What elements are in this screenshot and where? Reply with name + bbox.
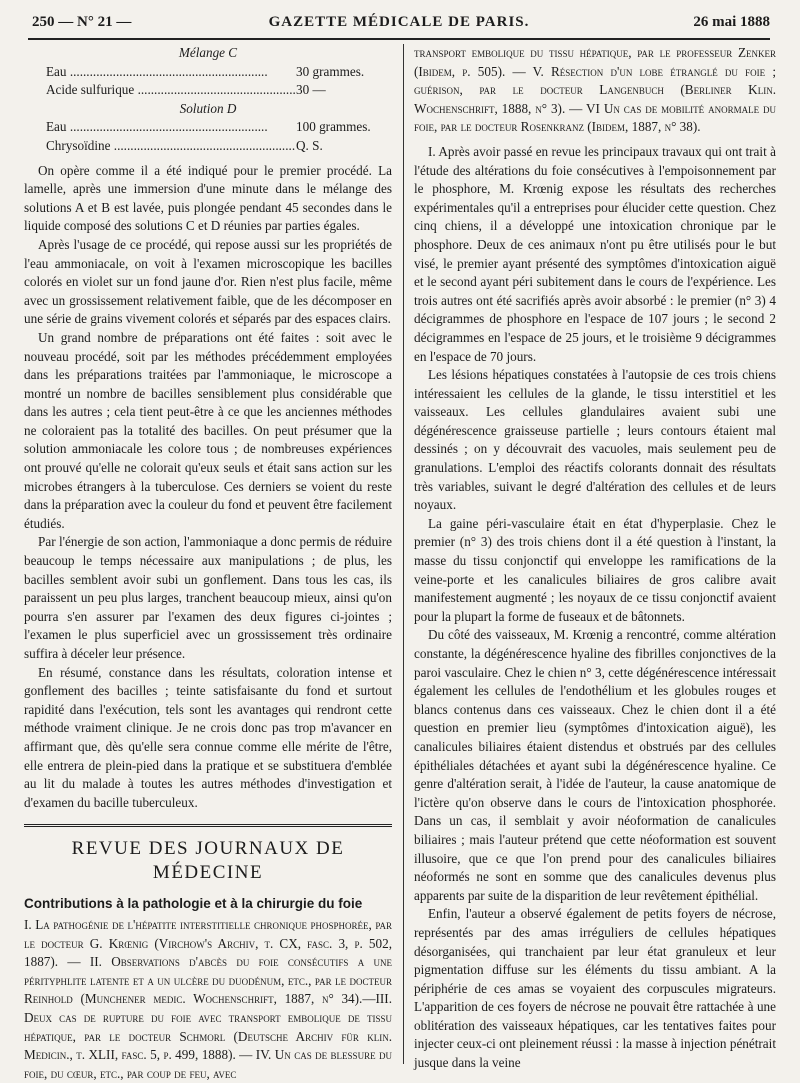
solution-d-title: Solution D xyxy=(179,100,237,116)
issue-date: 26 mai 1888 xyxy=(693,14,770,30)
paragraph: Par l'énergie de son action, l'ammoniaque a donc permis de réduire beaucoup le temps nécessaire aux manipulations ; de plus, les bacilles semblent avoir subi un gonflement. Dans tous les cas, ils paraissent un peu plus larges, tranchent beaucoup mieux, ainsi qu'on pourra s'en assurer par l'examen des deux figures ci-jointes ; l'examen le plus superficiel avec un grossissement très ordinaire suffira à déceler leur présence. xyxy=(24,534,392,661)
journal-title: GAZETTE MÉDICALE DE PARIS. xyxy=(268,14,530,30)
paragraph: Après l'usage de ce procédé, qui repose aussi sur les propriétés de l'eau ammoniacale, on voit à l'examen microscopique les bacilles colorés en violet sur un fond jaune d'or. Rien n'est plus facile, même avec un grossissement relativement faible, que de les décomposer en une série de grains vivement colorés et séparés par des espaces clairs. xyxy=(24,236,392,327)
ingredient-qty: Q. S. xyxy=(296,137,323,153)
section-title: REVUE DES JOURNAUX DE MÉDECINE xyxy=(71,838,345,884)
ingredient-name: Eau ..... xyxy=(46,63,296,82)
paragraph: En résumé, constance dans les résultats, coloration intense et gonflement des bacilles ; teinte satisfaisante du fond et surtout rapidité dans l'exécution, tels sont les avantages qui rendront cette méthode vraiment clinique. Je ne crois donc pas trop m'avancer en affirmant que, dès qu'elle sera connue comme elle mérite de l'être, elle entrera de plein-pied dans la pratique et se substituera d'emblée au lit du malade à toutes les autres méthodes d'investigation et d'examen du bacille tuberculeux. xyxy=(24,664,392,810)
article-title: Contributions à la pathologie et à la chirurgie du foie xyxy=(24,896,363,912)
formula-row xyxy=(24,81,392,100)
ingredient-qty: 30 — xyxy=(296,82,326,98)
paragraph: La gaine péri-vasculaire était en état d'hyperplasie. Chez le premier (n° 3) des trois chiens dont il a été question à l'instant, la masse du tissu conjonctif qui enveloppe les ramifications de la veine-porte et les canalicules biliaires de gros calibre avait manifestement augmenté ; les noyaux de ce tissu conjonctif avaient pour la plupart la forme de fuseaux et de bâtonnets. xyxy=(414,515,776,624)
section-rule xyxy=(24,824,392,827)
left-column xyxy=(24,44,392,1081)
paragraph: I. Après avoir passé en revue les principaux travaux qui ont trait à l'étude des altérations du foie consécutives à l'empoisonnement par le phosphore, M. Krœnig expose les résultats des recherches expérimentales qu'il a entreprises pour élucider cette question. Chez cinq chiens, il a développé une intoxication chronique par le phosphore. Deux de ces animaux n'ont pu être utilisés pour le but visé, le premier ayant présenté des symptômes d'intoxication aiguë et le second ayant péri subitement dans le cours de l'expérience. Les trois autres ont été sacrifiés après avoir absorbé : le premier (n° 3) 4 décigrammes de phosphore en l'espace de 107 jours ; le second 2 décigrammes en l'espace de 25 jours, et le troisième 9 décigrammes en l'espace de 70 jours. xyxy=(414,143,776,364)
page-number: 250 — N° 21 — xyxy=(32,14,132,30)
paragraph: Enfin, l'auteur a observé également de petits foyers de nécrose, représentés par des amas irréguliers de cellules hépatiques désorganisées, qui tranchaient par leur état granuleux et leur pigmentation diffuse sur les éléments du tissu ambiant. A la périphérie de ces amas se voyaient des corpuscules migrateurs. L'apparition de ces foyers de nécrose ne pouvait être rattachée à une oblitération des vaisseaux hépatiques, car les tentatives faites pour injecter ceux-ci ont pleinement réussi : la masse à injection pénétrait jusque dans la veine xyxy=(414,906,776,1071)
ingredient-name: Acide sulfurique ..... xyxy=(46,81,296,100)
bibliography: I. La pathogénie de l'hépatite interstitielle chronique phosphorée, par le docteur G. Krœnig (Virchow's Archiv, t. CX, fasc. 3, p. 502, 1887). — II. Observations d'abcès du foie consécutifs a une pérityphlite latente et a un ulcère du duodénum, etc., par le docteur Reinhold (Munchener medic. Wochenschrift, 1887, n° 34).—III. Deux cas de rupture du foie avec transport embolique de tissu hépatique, par le docteur Schmorl (Deutsche Archiv für klin. Medicin., t. XLII, fasc. 5, p. 499, 1888). — IV. Un cas de blessure du foie, du cœur, etc., par coup de feu, avec xyxy=(24,916,392,1081)
page-header xyxy=(28,14,770,36)
column-divider xyxy=(403,44,404,1064)
formula-row xyxy=(24,118,392,137)
paragraph: Du côté des vaisseaux, M. Krœnig a rencontré, comme altération constante, la dégénérescence hyaline des fibrilles conjonctives de la paroi vasculaire. Chez le chien n° 3, cette dégénérescence intéressait également les cellules de l'endothélium et les globules rouges et blancs contenus dans ces vaisseaux. Chez le chien dont il a été question en premier lieu (symptômes d'intoxication aiguë), les canalicules biliaires étaient distendus et obstrués par des cellules épithéliales détachées et ayant subi la dégénérescence hyaline. Ce genre d'altération serait, à l'idée de l'auteur, la cause anatomique de l'ictère qu'on observe dans le cours de l'intoxication phosphorée. Dans un cas, il semblait y avoir néoformation de canalicules biliaires ; mais l'auteur prétend que cette néoformation est souvent illusoire, que ce que l'on prend pour des canalicules biliaires néoformés ne sont en somme que des canalicules devenus plus apparents par suite de la disparition de leur revêtement épithélial. xyxy=(414,627,776,903)
formula-row xyxy=(24,137,392,156)
paragraph: Un grand nombre de préparations ont été faites : soit avec le nouveau procédé, soit par les méthodes précédemment employées dans les préparations traitées par l'ammoniaque, le microscope a montré un nombre de bacilles sensiblement plus considérable que dans les autres ; cela tient peut-être à ce que les anciennes méthodes ne coloraient pas la totalité des bacilles. On peut présumer que la solution ammoniacale les colore tous ; de nombreuses expériences ont prouvé qu'elle ne colorait qu'eux seuls et était sans action sur les microbes étrangers à la tuberculose. Ces derniers se voient du reste dans la préparation avec la couleur du fond et peuvent être facilement étudiés. xyxy=(24,329,392,531)
header-rule xyxy=(28,38,770,40)
ingredient-qty: 30 grammes. xyxy=(296,63,365,79)
formula-row xyxy=(24,63,392,82)
melange-c-title: Mélange C xyxy=(178,45,238,60)
ingredient-name: Chrysoïdine ..... xyxy=(46,137,296,156)
ingredient-qty: 100 grammes. xyxy=(296,119,371,135)
ingredient-name: Eau ..... xyxy=(46,118,296,137)
paragraph: Les lésions hépatiques constatées à l'autopsie de ces trois chiens intéressaient les cellules de la glande, le tissu interstitiel et les vaisseaux. Les cellules glandulaires avaient subi une dégénérescence graisseuse partielle ; leurs contours étaient mal dessinés ; on y découvrait des vacuoles, mais seulement peu de granulations. L'emploi des réactifs colorants donnait des résultats très variables, suivant le degré d'altération des cellules et de leurs noyaux. xyxy=(414,367,776,513)
paragraph: On opère comme il a été indiqué pour le premier procédé. La lamelle, après une immersion d'une minute dans le mélange des solutions A et B est lavée, puis plongée pendant 45 secondes dans le liquide composé des solutions C et D réunies par parties égales. xyxy=(24,162,392,234)
bibliography-continued: transport embolique du tissu hépatique, par le professeur Zenker (Ibidem, p. 505). — V. Résection d'un lobe étranglé du foie ; guérison, par le docteur Langenbuch (Berliner Klin. Wochenschrift, 1888, n° 3). — VI Un cas de mobilité anormale du foie, par le docteur Rosenkranz (Ibidem, 1887, n° 38). xyxy=(414,45,776,135)
right-column xyxy=(414,44,776,1071)
